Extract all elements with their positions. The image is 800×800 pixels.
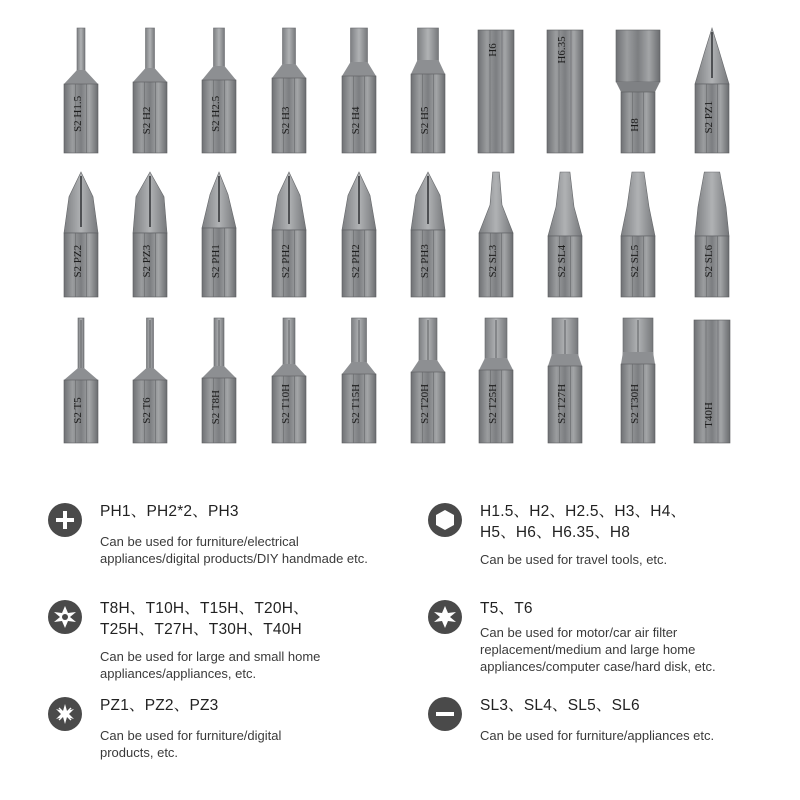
hex-icon xyxy=(428,503,462,537)
legend-title xyxy=(100,695,218,716)
legend-title xyxy=(480,695,640,716)
bit-s2-ph3 xyxy=(411,172,445,297)
legend-description-line: Can be used for furniture/electrical xyxy=(100,534,299,549)
bit-label: S2 PZ1 xyxy=(703,100,715,134)
legend-title-line: T5、T6 xyxy=(480,600,533,617)
bit-s2-h3 xyxy=(272,28,306,153)
bit-s2-h4 xyxy=(342,28,376,153)
bit-h8 xyxy=(616,30,660,153)
slotted-icon xyxy=(428,697,462,731)
bit-s2-sl6 xyxy=(695,172,729,297)
bit-label: S2 T5 xyxy=(72,397,84,424)
bit-label: S2 SL3 xyxy=(487,244,499,278)
legend-description xyxy=(480,551,667,568)
legend-title-line: T25H、T27H、T30H、T40H xyxy=(100,621,302,638)
bit-s2-t25h xyxy=(479,318,513,443)
legend-description-line: appliances/appliances, etc. xyxy=(100,666,257,681)
bit-label: S2 PZ2 xyxy=(72,244,84,278)
legend-description xyxy=(100,648,320,682)
torx-icon xyxy=(428,600,462,634)
bit-label: H6.35 xyxy=(556,36,568,64)
bit-label: S2 PH3 xyxy=(419,244,431,279)
legend-description-line: appliances/digital products/DIY handmade etc. xyxy=(100,551,368,566)
bit-label: S2 H2 xyxy=(141,106,153,135)
bit-label: S2 H4 xyxy=(350,106,362,135)
legend-title-line: H5、H6、H6.35、H8 xyxy=(480,524,631,541)
bit-label: S2 T15H xyxy=(350,383,362,424)
legend-description-line: Can be used for furniture/appliances etc. xyxy=(480,728,715,743)
bit-label: S2 H3 xyxy=(280,106,292,135)
bit-label: S2 T25H xyxy=(487,383,499,424)
bit-label: H8 xyxy=(629,118,641,132)
bit-s2-ph2 xyxy=(272,172,306,297)
bit-s2-t20h xyxy=(411,318,445,443)
bit-label: S2 SL4 xyxy=(556,244,568,278)
bit-s2-h2 xyxy=(133,28,167,153)
bit-s2-t10h xyxy=(272,318,306,443)
bit-h6 xyxy=(478,30,514,153)
bit-s2-pz2 xyxy=(64,172,98,297)
legend-description-line: Can be used for furniture/digital xyxy=(100,728,282,743)
bit-label: S2 H1.5 xyxy=(72,95,84,132)
bit-s2-sl3 xyxy=(479,172,513,297)
bit-s2-ph2 xyxy=(342,172,376,297)
bit-label: T40H xyxy=(703,402,715,428)
bit-s2-pz3 xyxy=(133,172,167,297)
bit-label: H6 xyxy=(487,43,499,57)
legend-description-line: replacement/medium and large home xyxy=(480,642,696,657)
torx-security-icon xyxy=(48,600,82,634)
legend-description xyxy=(480,624,716,675)
legend-description-line: Can be used for motor/car air filter xyxy=(480,625,678,640)
legend-description-line: products, etc. xyxy=(100,745,179,760)
bit-s2-t15h xyxy=(342,318,376,443)
bit-label: S2 H5 xyxy=(419,106,431,135)
legend-description-line: appliances/computer case/hard disk, etc. xyxy=(480,659,716,674)
legend-description-line: Can be used for travel tools, etc. xyxy=(480,552,668,567)
bit-label: S2 SL5 xyxy=(629,244,641,278)
legend-description xyxy=(100,533,368,567)
bit-label: S2 T27H xyxy=(556,383,568,424)
bit-s2-sl5 xyxy=(621,172,655,297)
bit-s2-t27h xyxy=(548,318,582,443)
legend-title xyxy=(100,501,239,522)
bit-label: S2 T10H xyxy=(280,383,292,424)
legend-title xyxy=(480,501,686,543)
legend-description xyxy=(480,727,714,744)
bit-label: S2 PH2 xyxy=(280,244,292,279)
bit-s2-t8h xyxy=(202,318,236,443)
legend-title-line: H1.5、H2、H2.5、H3、H4、 xyxy=(480,503,687,520)
bit-label: S2 PZ3 xyxy=(141,244,153,278)
bit-s2-h2_5 xyxy=(202,28,236,153)
bit-s2-h1_5 xyxy=(64,28,98,153)
bit-t40h xyxy=(694,320,730,443)
bit-label: S2 T30H xyxy=(629,383,641,424)
bit-label: S2 SL6 xyxy=(703,244,715,278)
legend-title-line: SL3、SL4、SL5、SL6 xyxy=(480,697,640,714)
bit-s2-t5 xyxy=(64,318,98,443)
bit-label: S2 PH1 xyxy=(210,244,222,279)
bit-label: S2 H2.5 xyxy=(210,95,222,132)
legend-description-line: Can be used for large and small home xyxy=(100,649,321,664)
bit-label: S2 T20H xyxy=(419,383,431,424)
bit-s2-t30h xyxy=(621,318,655,443)
legend-title-line: PZ1、PZ2、PZ3 xyxy=(100,697,219,714)
phillips-icon xyxy=(48,503,82,537)
pozidriv-icon xyxy=(48,697,82,731)
legend-description xyxy=(100,727,281,761)
bit-h6_35 xyxy=(547,30,583,153)
bit-s2-sl4 xyxy=(548,172,582,297)
legend-title xyxy=(100,598,309,640)
bit-label: S2 PH2 xyxy=(350,244,362,279)
bit-label: S2 T8H xyxy=(210,390,222,425)
bit-s2-ph1 xyxy=(202,172,236,297)
bit-label: S2 T6 xyxy=(141,397,153,424)
legend-title-line: PH1、PH2*2、PH3 xyxy=(100,503,239,520)
bit-s2-t6 xyxy=(133,318,167,443)
bit-s2-pz1 xyxy=(695,28,729,153)
legend-title xyxy=(480,598,533,619)
bit-s2-h5 xyxy=(411,28,445,153)
legend-title-line: T8H、T10H、T15H、T20H、 xyxy=(100,600,309,617)
